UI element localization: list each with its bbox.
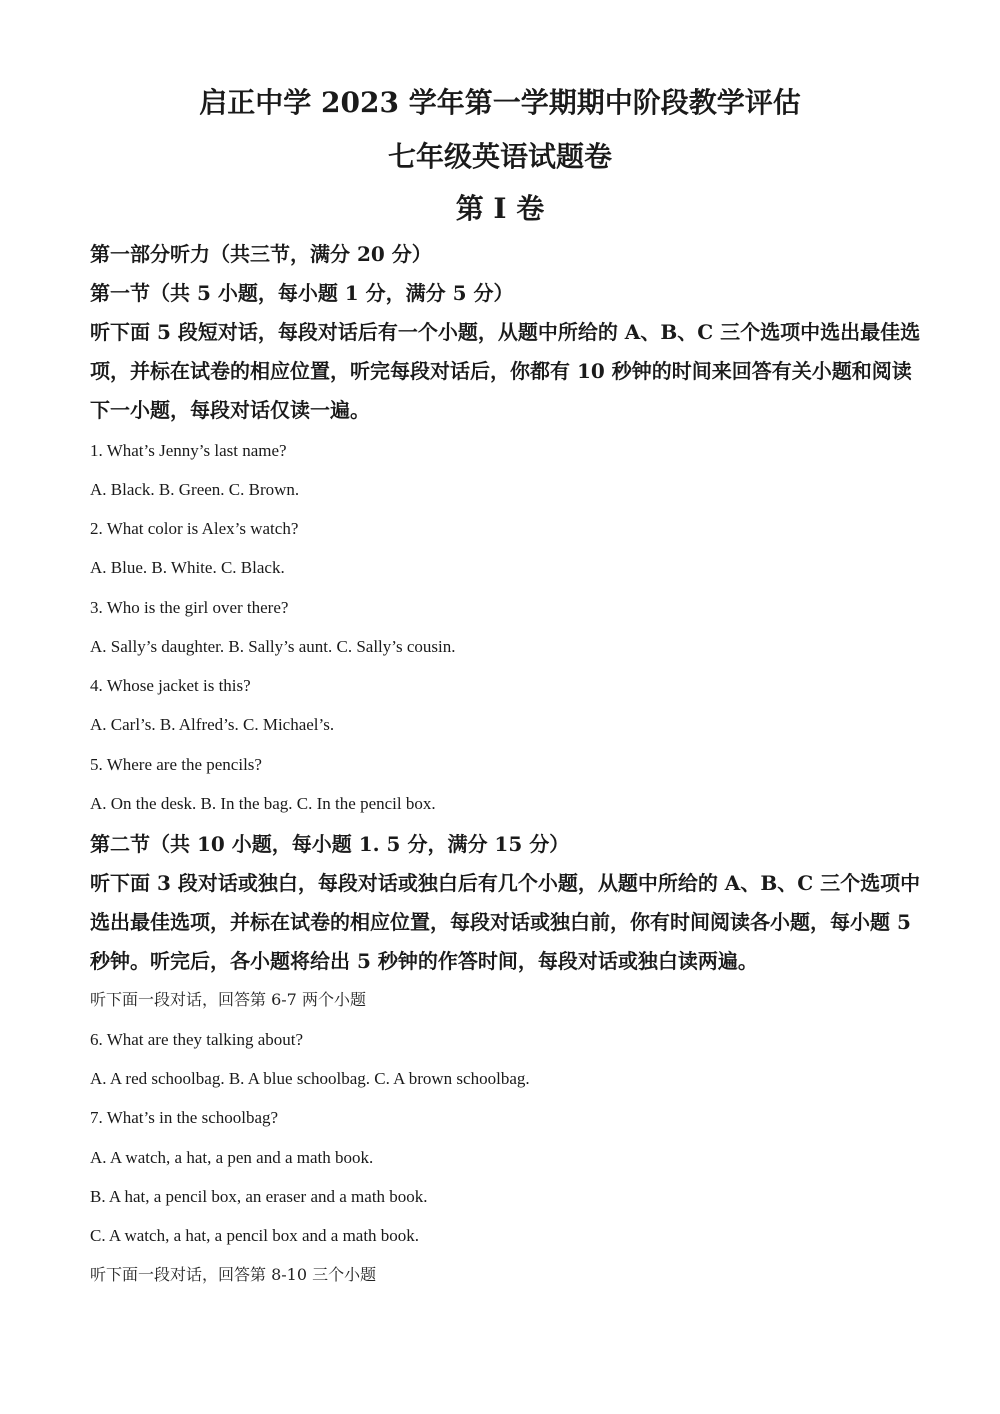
- section1-instruction-line: 项，并标在试卷的相应位置，听完每段对话后，你都有 10 秒钟的时间来回答有关小题和阅读: [90, 359, 912, 383]
- exam-title: 启正中学 2023 学年第一学期期中阶段教学评估: [199, 86, 801, 119]
- question-6-options: A. A red schoolbag. B. A blue schoolbag. C. A brown schoolbag.: [90, 1069, 530, 1088]
- volume-title: 第 I 卷: [455, 192, 545, 225]
- question-4-options: A. Carl’s. B. Alfred’s. C. Michael’s.: [90, 715, 335, 734]
- question-5: 5. Where are the pencils?: [90, 755, 262, 774]
- dialogue-note: 听下面一段对话，回答第 8-10 三个小题: [90, 1265, 377, 1284]
- question-6: 6. What are they talking about?: [90, 1030, 304, 1049]
- section2-heading: 第二节（共 10 小题，每小题 1. 5 分，满分 15 分）: [90, 832, 570, 856]
- question-7-option-a: A. A watch, a hat, a pen and a math book.: [90, 1148, 374, 1167]
- section1-heading: 第一节（共 5 小题，每小题 1 分，满分 5 分）: [90, 281, 514, 305]
- section1-instruction-line: 听下面 5 段短对话，每段对话后有一个小题，从题中所给的 A、B、C 三个选项中选出最佳选: [90, 320, 921, 344]
- section2-instruction-line: 听下面 3 段对话或独白，每段对话或独白后有几个小题，从题中所给的 A、B、C 三个选项中: [90, 871, 921, 895]
- section2-instruction-line: 选出最佳选项，并标在试卷的相应位置，每段对话或独白前，你有时间阅读各小题，每小题 5: [90, 910, 911, 934]
- question-7-option-b: B. A hat, a pencil box, an eraser and a math book.: [90, 1187, 428, 1206]
- question-4: 4. Whose jacket is this?: [90, 676, 251, 695]
- section2-instruction-line: 秒钟。听完后，各小题将给出 5 秒钟的作答时间，每段对话或独白读两遍。: [90, 949, 758, 973]
- part1-heading: 第一部分听力（共三节，满分 20 分）: [90, 242, 432, 266]
- question-2: 2. What color is Alex’s watch?: [90, 519, 299, 538]
- question-3-options: A. Sally’s daughter. B. Sally’s aunt. C. Sally’s cousin.: [90, 637, 456, 656]
- question-3: 3. Who is the girl over there?: [90, 598, 289, 617]
- question-1-options: A. Black. B. Green. C. Brown.: [90, 480, 300, 499]
- section1-instruction-line: 下一小题，每段对话仅读一遍。: [90, 398, 370, 422]
- question-7: 7. What’s in the schoolbag?: [90, 1108, 279, 1127]
- question-1: 1. What’s Jenny’s last name?: [90, 441, 287, 460]
- exam-subtitle: 七年级英语试题卷: [387, 140, 612, 173]
- question-7-option-c: C. A watch, a hat, a pencil box and a math book.: [90, 1226, 420, 1245]
- question-2-options: A. Blue. B. White. C. Black.: [90, 558, 285, 577]
- dialogue-note: 听下面一段对话，回答第 6-7 两个小题: [90, 990, 366, 1009]
- question-5-options: A. On the desk. B. In the bag. C. In the pencil box.: [90, 794, 436, 813]
